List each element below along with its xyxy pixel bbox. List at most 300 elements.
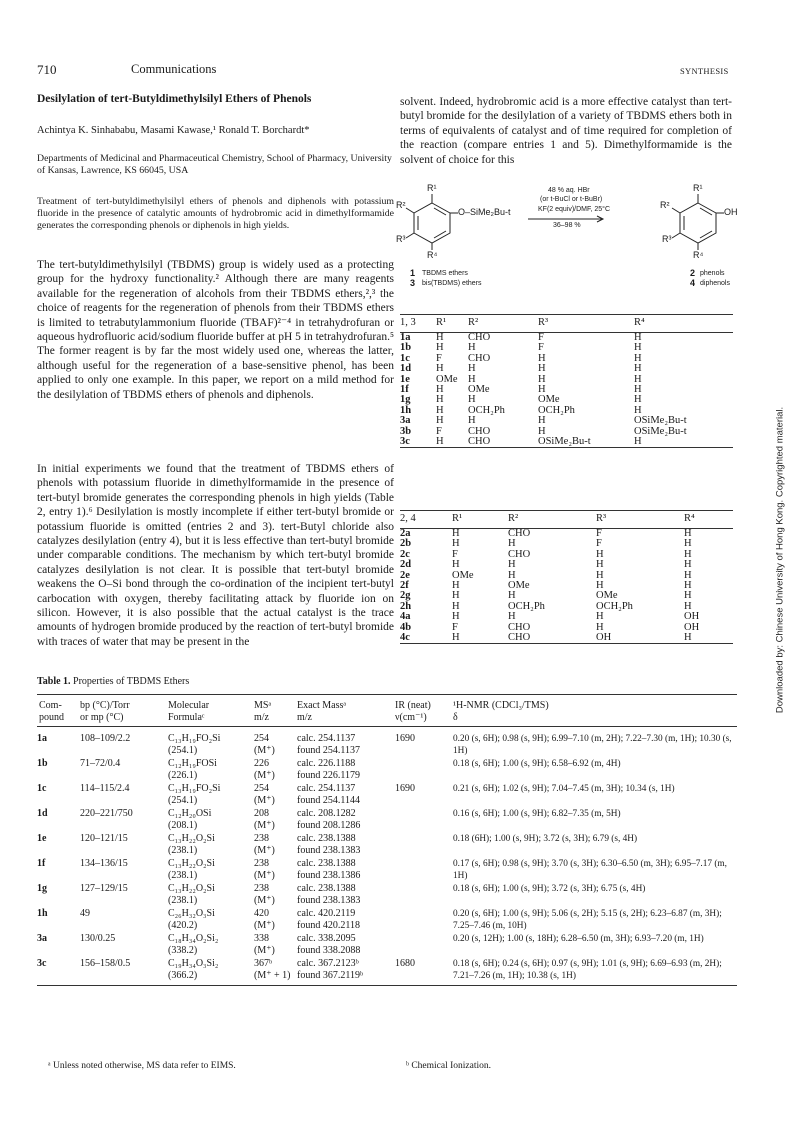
substituent-cell: H	[634, 437, 733, 448]
condition-hbr: 48 % aq. HBr	[548, 187, 590, 194]
substituent-cell: CHO	[468, 437, 538, 448]
ms-value	[252, 957, 295, 986]
exact-mass-found: found 238.1383	[297, 895, 361, 906]
substituent-cell: H	[684, 600, 692, 612]
substituent-cell: H	[634, 373, 642, 385]
exact-mass	[295, 932, 393, 957]
substituent-cell: H	[538, 363, 546, 375]
compound-number: 2g	[400, 590, 411, 602]
table-row	[400, 437, 733, 448]
substituent-cell: H	[634, 363, 642, 375]
label-4-num: 4	[690, 278, 696, 288]
exact-mass-found: found 367.2119ᵇ	[297, 970, 364, 981]
boiling-point: 49	[80, 908, 90, 919]
formula: C₁₃H₁₉FO₂Si	[168, 733, 221, 744]
substituent-cell: OCH₂Ph	[596, 600, 633, 612]
compound-id: 1c	[37, 783, 47, 794]
column-header: R¹	[452, 511, 508, 529]
compound-number: 1d	[400, 363, 412, 375]
exact-mass	[295, 782, 393, 807]
substituent-cell: F	[452, 621, 458, 633]
compound-id: 1b	[37, 758, 48, 769]
compound-id: 1e	[37, 833, 47, 844]
molecular-formula	[166, 957, 252, 986]
nmr-data: 0.18 (s, 6H); 0.24 (s, 6H); 0.97 (s, 9H); 1.01 (s, 9H); 6.69–6.93 (m, 2H); 7.21–7.26 (m, 1H); 10.38 (s, 1H)	[451, 957, 737, 986]
exact-mass	[295, 882, 393, 907]
compound-number: 2b	[400, 538, 412, 550]
table-row	[37, 882, 737, 907]
formula: C₁₃H₂₂O₂Si	[168, 858, 215, 869]
exact-mass-found: found 254.1137	[297, 745, 360, 756]
substituent-cell: H	[452, 559, 460, 571]
header-line: ¹H-NMR (CDCl₃/TMS)	[453, 700, 549, 711]
article-abstract: Treatment of tert-butyldimethylsilyl ethers of phenols and diphenols with potassium fluoride in the presence of catalytic amounts of hydrobromic acid in dimethylformamide generates the corresponding phenols or diphenols in high yields.	[37, 196, 394, 231]
table1-caption-label: Table 1.	[37, 676, 71, 687]
substituent-cell: H	[436, 437, 468, 448]
substituent-cell: H	[596, 611, 604, 623]
ms-ion: (M⁺)	[254, 870, 275, 881]
article-authors: Achintya K. Sinhababu, Masami Kawase,¹ Ronald T. Borchardt*	[37, 125, 310, 136]
ms-mz: 367ᵇ	[254, 958, 273, 969]
header-line: bp (°C)/Torr	[80, 700, 130, 711]
substituent-cell: H	[468, 415, 476, 427]
exact-mass	[295, 957, 393, 986]
ms-mz: 420	[254, 908, 269, 919]
article-title: Desilylation of tert-Butyldimethylsilyl Ethers of Phenols	[37, 93, 312, 105]
header-line: Formulaᶜ	[168, 712, 205, 723]
sm-r4: R⁴	[427, 250, 438, 260]
boiling-point: 156–158/0.5	[78, 957, 166, 986]
condition-alt: (or t-BuCl or t-BuBr)	[540, 196, 603, 203]
nmr-data: 0.21 (s, 6H); 1.02 (s, 9H); 7.04–7.45 (m, 3H); 10.34 (s, 1H)	[453, 784, 675, 794]
substituent-cell: H	[596, 621, 604, 633]
column-header: 1, 3	[400, 315, 436, 333]
exact-mass	[295, 907, 393, 932]
compound-id: 3a	[37, 933, 47, 944]
substituent-cell: OMe	[468, 384, 490, 396]
compound-number: 3b	[400, 425, 412, 437]
substituent-cell: F	[538, 332, 544, 343]
ms-ion: (M⁺)	[254, 745, 275, 756]
exact-mass-calc: calc. 238.1388	[297, 833, 356, 844]
table-row	[400, 385, 733, 395]
label-1: TBDMS ethers	[422, 270, 468, 277]
formula: C₁₃H₂₂O₂Si	[168, 883, 215, 894]
ms-value	[252, 857, 295, 882]
substituent-cell: H	[538, 415, 546, 427]
substituent-cell: H	[452, 528, 460, 539]
label-4: diphenols	[700, 280, 730, 287]
molecular-formula	[166, 727, 252, 758]
molecular-formula	[166, 907, 252, 932]
column-header	[393, 695, 451, 727]
table-row	[37, 857, 737, 882]
journal-name: SYNTHESIS	[680, 66, 729, 76]
compound-number: 1c	[400, 352, 410, 364]
ms-value	[252, 907, 295, 932]
compound-number: 1h	[400, 404, 412, 416]
compound-number: 1b	[400, 342, 412, 354]
substituent-cell: H	[634, 384, 642, 396]
compound-id: 1f	[37, 858, 46, 869]
formula: C₁₂H₂₀OSi	[168, 808, 212, 819]
compound-number: 2d	[400, 559, 412, 571]
substituent-cell: H	[468, 363, 476, 375]
substituent-cell: OSiMe₂Bu-t	[634, 425, 687, 437]
sm-silyl-group: O–SiMe₂Bu-t	[458, 207, 511, 217]
compound-number: 4a	[400, 611, 411, 623]
compound-number: 3c	[400, 437, 436, 448]
header-line: MSᵃ	[254, 700, 272, 711]
exact-mass	[295, 807, 393, 832]
compound-number: 2h	[400, 600, 412, 612]
ir-value	[393, 857, 451, 882]
header-line: pound	[39, 712, 64, 723]
column-header: R⁴	[634, 315, 733, 333]
ms-mz: 338	[254, 933, 269, 944]
exact-mass-calc: calc. 254.1137	[297, 733, 356, 744]
header-line: Molecular	[168, 700, 210, 711]
substituent-cell: H	[596, 559, 604, 571]
ms-value	[252, 782, 295, 807]
substituent-cell: CHO	[508, 621, 531, 633]
exact-mass-found: found 420.2118	[297, 920, 360, 931]
molecular-formula	[166, 807, 252, 832]
sm-r1: R¹	[427, 183, 437, 193]
substituent-cell: H	[468, 373, 476, 385]
header-line: or mp (°C)	[80, 712, 124, 723]
exact-mass-calc: calc. 338.2095	[297, 933, 356, 944]
column-header: R³	[596, 511, 684, 529]
substituent-cell: H	[684, 548, 692, 560]
label-2-num: 2	[690, 268, 696, 278]
substituent-cell: H	[538, 425, 546, 437]
body-paragraph-3: solvent. Indeed, hydrobromic acid is a more effective catalyst than tert-butyl bromide for the desilylation of a variety of TBDMS ethers both in terms of equivalents of catalyst and of time required for completion of the reaction (compare entries 1 and 5). Dimethylformamide is the solvent of choice for this	[400, 96, 732, 166]
boiling-point: 127–129/15	[80, 883, 128, 894]
substituent-cell: OCH₂Ph	[538, 404, 575, 416]
column-header	[451, 695, 737, 727]
boiling-point: 114–115/2.4	[80, 783, 130, 794]
molecular-weight: (254.1)	[168, 745, 198, 756]
ms-ion: (M⁺)	[254, 795, 275, 806]
boiling-point: 71–72/0.4	[80, 758, 121, 769]
substituent-cell: H	[508, 559, 516, 571]
ms-value	[252, 932, 295, 957]
molecular-weight: (338.2)	[168, 945, 198, 956]
substituent-cell: H	[452, 538, 460, 550]
nmr-data: 0.18 (s, 6H); 1.00 (s, 9H); 6.58–6.92 (m, 4H)	[453, 759, 621, 769]
header-line: Com-	[39, 700, 62, 711]
sm-r2: R²	[396, 200, 406, 210]
ms-ion: (M⁺)	[254, 895, 275, 906]
substituent-cell: OMe	[436, 373, 458, 385]
ms-mz: 254	[254, 783, 269, 794]
substituent-cell: H	[684, 538, 692, 550]
header-line: m/z	[297, 712, 312, 723]
ms-value	[252, 757, 295, 782]
compound-number: 2c	[400, 548, 410, 560]
exact-mass	[295, 832, 393, 857]
header-line: δ	[453, 712, 458, 723]
substituent-cell: F	[538, 342, 544, 354]
compound-number: 1g	[400, 394, 411, 406]
substituent-cell: H	[452, 600, 460, 612]
table-row	[37, 957, 737, 986]
molecular-weight: (366.2)	[168, 970, 198, 981]
formula: C₁₈H₃₄O₂Si₂	[168, 933, 219, 944]
substituent-cell: H	[436, 342, 444, 354]
column-header: R³	[538, 315, 634, 333]
ir-value	[393, 932, 451, 957]
nmr-data: 0.20 (s, 6H); 0.98 (s, 9H); 6.99–7.10 (m, 2H); 7.22–7.30 (m, 1H); 10.30 (s, 1H)	[453, 734, 732, 756]
table1-caption	[37, 676, 189, 687]
exact-mass	[295, 757, 393, 782]
ir-value: 1680	[393, 957, 451, 986]
ms-mz: 238	[254, 833, 269, 844]
substituent-cell: H	[436, 415, 444, 427]
substituent-cell: H	[634, 404, 642, 416]
reaction-scheme	[396, 183, 738, 292]
molecular-formula	[166, 882, 252, 907]
substituent-cell: H	[508, 590, 516, 602]
substituent-cell: H	[538, 373, 546, 385]
column-header: R¹	[436, 315, 468, 333]
ms-ion: (M⁺)	[254, 820, 275, 831]
article-affiliation: Departments of Medicinal and Pharmaceutical Chemistry, School of Pharmacy, University of Kansas, Lawrence, KS 66045, USA	[37, 153, 392, 176]
boiling-point: 220–221/750	[80, 808, 133, 819]
download-watermark: Downloaded by: Chinese University of Hong Kong. Copyrighted material.	[774, 406, 786, 714]
substituent-cell: H	[436, 394, 444, 406]
nmr-data: 0.17 (s, 6H); 0.98 (s, 9H); 3.70 (s, 3H); 6.30–6.50 (m, 3H); 6.95–7.17 (m, 1H)	[453, 859, 727, 881]
footnote-b: ᵇ Chemical Ionization.	[406, 1061, 491, 1071]
substituent-cell: H	[596, 569, 604, 581]
compound-number: 4b	[400, 621, 412, 633]
substituent-cell: H	[684, 559, 692, 571]
exact-mass-calc: calc. 238.1388	[297, 883, 356, 894]
substituent-cell: OH	[684, 621, 700, 633]
label-1-num: 1	[410, 268, 416, 278]
body-paragraph-1: The tert-butyldimethylsilyl (TBDMS) group is widely used as a protecting group for the hydroxy functionality.² Although there are many reagents available for the regeneration of alcohols from their TBDMS ethers,²,³ the choice of reagents for the regeneration of phenols from their TBDMS ethers is limited to tetrabutylammonium fluoride (TBAF)²⁻⁴ in tetrahydrofuran or aqueous hydrofluoric acid/sodium fluoride buffer at pH 5 in tetrahydrofuran.⁵ The former reagent is by far the most widely used one, whereas the latter, although useful for the regeneration of a base-sensitive phenol, has been applied to only one example. In this paper, we report on a mild method for the desilylation of TBDMS ethers of phenols and diphenols.	[37, 259, 394, 401]
substituent-cell: H	[684, 580, 692, 592]
substituent-cell: H	[684, 569, 692, 581]
ms-mz: 238	[254, 858, 269, 869]
section-label: Communications	[131, 62, 217, 76]
ms-mz: 238	[254, 883, 269, 894]
substituent-cell: CHO	[468, 352, 491, 364]
substituent-cell: F	[436, 425, 442, 437]
column-header	[37, 695, 78, 727]
ethers-table	[400, 314, 733, 448]
exact-mass-calc: calc. 238.1388	[297, 858, 356, 869]
header-line: IR (neat)	[395, 700, 431, 711]
molecular-formula	[166, 932, 252, 957]
molecular-formula	[166, 782, 252, 807]
compound-number: 2a	[400, 528, 411, 539]
table-row	[37, 832, 737, 857]
ir-value	[393, 882, 451, 907]
table-row	[37, 757, 737, 782]
boiling-point: 130/0.25	[80, 933, 116, 944]
substituent-cell: H	[596, 548, 604, 560]
substituent-cell: H	[452, 590, 460, 602]
substituent-cell: H	[684, 528, 692, 539]
benzene-ring-right	[680, 203, 716, 243]
substituent-cell: OCH₂Ph	[508, 600, 545, 612]
table-row	[37, 932, 737, 957]
column-header: R²	[468, 315, 538, 333]
substituent-cell: CHO	[508, 633, 596, 644]
boiling-point: 108–109/2.2	[80, 733, 131, 744]
substituent-cell: OH	[596, 633, 684, 644]
substituent-cell: H	[452, 611, 460, 623]
substituent-cell: H	[596, 580, 604, 592]
substituent-cell: H	[468, 394, 476, 406]
substituent-cell: H	[634, 352, 642, 364]
substituent-cell: CHO	[468, 425, 491, 437]
ms-value	[252, 807, 295, 832]
substituent-cell: H	[452, 580, 460, 592]
substituent-cell: CHO	[508, 548, 531, 560]
exact-mass-calc: calc. 367.2123ᵇ	[297, 958, 359, 969]
substituent-cell: CHO	[468, 332, 491, 343]
nmr-data: 0.20 (s, 12H); 1.00 (s, 18H); 6.28–6.50 (m, 3H); 6.93–7.20 (m, 1H)	[453, 934, 704, 944]
table-row	[400, 375, 733, 385]
column-header: R²	[508, 511, 596, 529]
substituent-cell: H	[634, 342, 642, 354]
reaction-yield: 36–98 %	[553, 222, 581, 229]
ir-value: 1690	[395, 783, 415, 794]
exact-mass-found: found 208.1286	[297, 820, 361, 831]
p-r1: R¹	[693, 183, 703, 193]
substituent-cell: F	[436, 352, 442, 364]
substituent-cell: H	[436, 404, 444, 416]
ms-mz: 226	[254, 758, 269, 769]
ms-value	[252, 832, 295, 857]
molecular-weight: (238.1)	[168, 870, 198, 881]
substituent-cell: H	[436, 332, 444, 343]
compound-id: 1a	[37, 733, 47, 744]
header-line: m/z	[254, 712, 269, 723]
table-row	[400, 354, 733, 364]
ms-mz: 208	[254, 808, 269, 819]
formula: C₁₃H₁₉FO₂Si	[168, 783, 221, 794]
phenols-table	[400, 510, 733, 644]
p-oh: OH	[724, 207, 738, 217]
boiling-point: 134–136/15	[80, 858, 128, 869]
p-r3: R³	[662, 234, 672, 244]
table-row	[37, 727, 737, 758]
compound-number: 3a	[400, 415, 411, 427]
substituent-cell: H	[634, 394, 642, 406]
exact-mass-found: found 254.1144	[297, 795, 360, 806]
molecular-weight: (208.1)	[168, 820, 198, 831]
molecular-formula	[166, 857, 252, 882]
nmr-data: 0.20 (s, 6H); 1.00 (s, 9H); 5.06 (s, 2H); 5.15 (s, 2H); 6.23–6.87 (m, 3H); 7.25–7.46 (m, 10H)	[453, 909, 722, 931]
table-row	[400, 333, 733, 344]
substituent-cell: H	[634, 332, 642, 343]
formula: C₂₆H₃₂O₃Si	[168, 908, 215, 919]
header-line: Exact Massᵃ	[297, 700, 347, 711]
nmr-data: 0.16 (s, 6H); 1.00 (s, 9H); 6.82–7.35 (m, 5H)	[453, 809, 621, 819]
column-header: 2, 4	[400, 511, 452, 529]
substituent-cell: H	[508, 569, 516, 581]
substituent-cell: H	[538, 384, 546, 396]
column-header: R⁴	[684, 511, 733, 529]
molecular-weight: (238.1)	[168, 845, 198, 856]
substituent-cell: OMe	[452, 569, 474, 581]
substituent-cell: OMe	[538, 394, 560, 406]
ir-value: 1690	[395, 733, 415, 744]
ir-value	[393, 832, 451, 857]
molecular-weight: (238.1)	[168, 895, 198, 906]
page-number: 710	[37, 62, 57, 77]
compound-id: 1g	[37, 883, 47, 894]
table1-caption-text: Properties of TBDMS Ethers	[73, 676, 190, 687]
column-header	[166, 695, 252, 727]
footnote-a: ᵃ Unless noted otherwise, MS data refer to EIMS.	[48, 1061, 236, 1071]
column-header	[295, 695, 393, 727]
compound-number: 1a	[400, 332, 411, 343]
condition-kf: KF(2 equiv)/DMF, 25°C	[538, 206, 611, 213]
nmr-data: 0.18 (s, 6H); 1.00 (s, 9H); 3.72 (s, 3H); 6.75 (s, 4H)	[453, 884, 646, 894]
nmr-data: 0.18 (6H); 1.00 (s, 9H); 3.72 (s, 3H); 6.79 (s, 4H)	[453, 834, 638, 844]
substituent-cell: H	[468, 342, 476, 354]
exact-mass-calc: calc. 226.1188	[297, 758, 356, 769]
compound-number: 2e	[400, 569, 410, 581]
table1	[37, 694, 737, 986]
table-row	[37, 782, 737, 807]
ms-ion: (M⁺)	[254, 945, 275, 956]
compound-number: 1f	[400, 384, 409, 396]
label-3: bis(TBDMS) ethers	[422, 280, 482, 287]
double-bond	[434, 231, 446, 238]
molecular-weight: (226.1)	[168, 770, 198, 781]
column-header	[78, 695, 166, 727]
ms-value	[252, 882, 295, 907]
table-row	[37, 907, 737, 932]
substituent-cell: H	[452, 633, 508, 644]
substituent-cell: OSiMe₂Bu-t	[538, 437, 634, 448]
boiling-point: 120–121/15	[80, 833, 128, 844]
double-bond	[434, 208, 446, 215]
compound-number: 1e	[400, 373, 410, 385]
substituent-cell: OH	[684, 611, 700, 623]
formula: C₁₂H₁₉FOSi	[168, 758, 217, 769]
substituent-cell: H	[684, 590, 692, 602]
compound-id: 3c	[37, 957, 78, 986]
ms-ion: (M⁺)	[254, 845, 275, 856]
molecular-weight: (254.1)	[168, 795, 198, 806]
substituent-cell: H	[436, 384, 444, 396]
ms-ion: (M⁺ + 1)	[254, 970, 291, 981]
substituent-cell: F	[452, 548, 458, 560]
substituent-cell: F	[596, 538, 602, 550]
benzene-ring-left	[414, 203, 450, 243]
sm-r3: R³	[396, 234, 406, 244]
p-r2: R²	[660, 200, 670, 210]
compound-number: 4c	[400, 633, 452, 644]
exact-mass-calc: calc. 208.1282	[297, 808, 356, 819]
exact-mass-calc: calc. 420.2119	[297, 908, 356, 919]
ir-value	[393, 907, 451, 932]
body-paragraph-2: In initial experiments we found that the treatment of TBDMS ethers of phenols with potassium fluoride in dimethylformamide in the presence of tert-butyl bromide generates the corresponding phenols in high yields (Table 2, entry 1).⁶ Desilylation is mostly incomplete if either tert-butyl bromide or potassium fluoride is omitted (entries 2 and 3). tert-Butyl chloride also catalyzes desilylation (entry 4), but it is less effective than tert-butyl bromide under comparable conditions. The mechanism by which tert-butyl bromide catalyzes desilylation is not clear. It is possible that tert-butyl bromide weakens the O–Si bond through the co-ordination of the incipient tert-butyl carbocation with oxygen, thereby facilitating attack by fluoride ion on silicon. However, it is also possible that the actual catalyst is the trace amounts of hydrogen bromide produced by the reaction of tert-butyl bromide with traces of water that may be present in the	[37, 463, 394, 648]
molecular-formula	[166, 832, 252, 857]
table-row	[400, 633, 733, 644]
substituent-cell: OMe	[596, 590, 618, 602]
p-r4: R⁴	[693, 250, 704, 260]
substituent-cell: H	[508, 611, 516, 623]
substituent-cell: H	[538, 352, 546, 364]
